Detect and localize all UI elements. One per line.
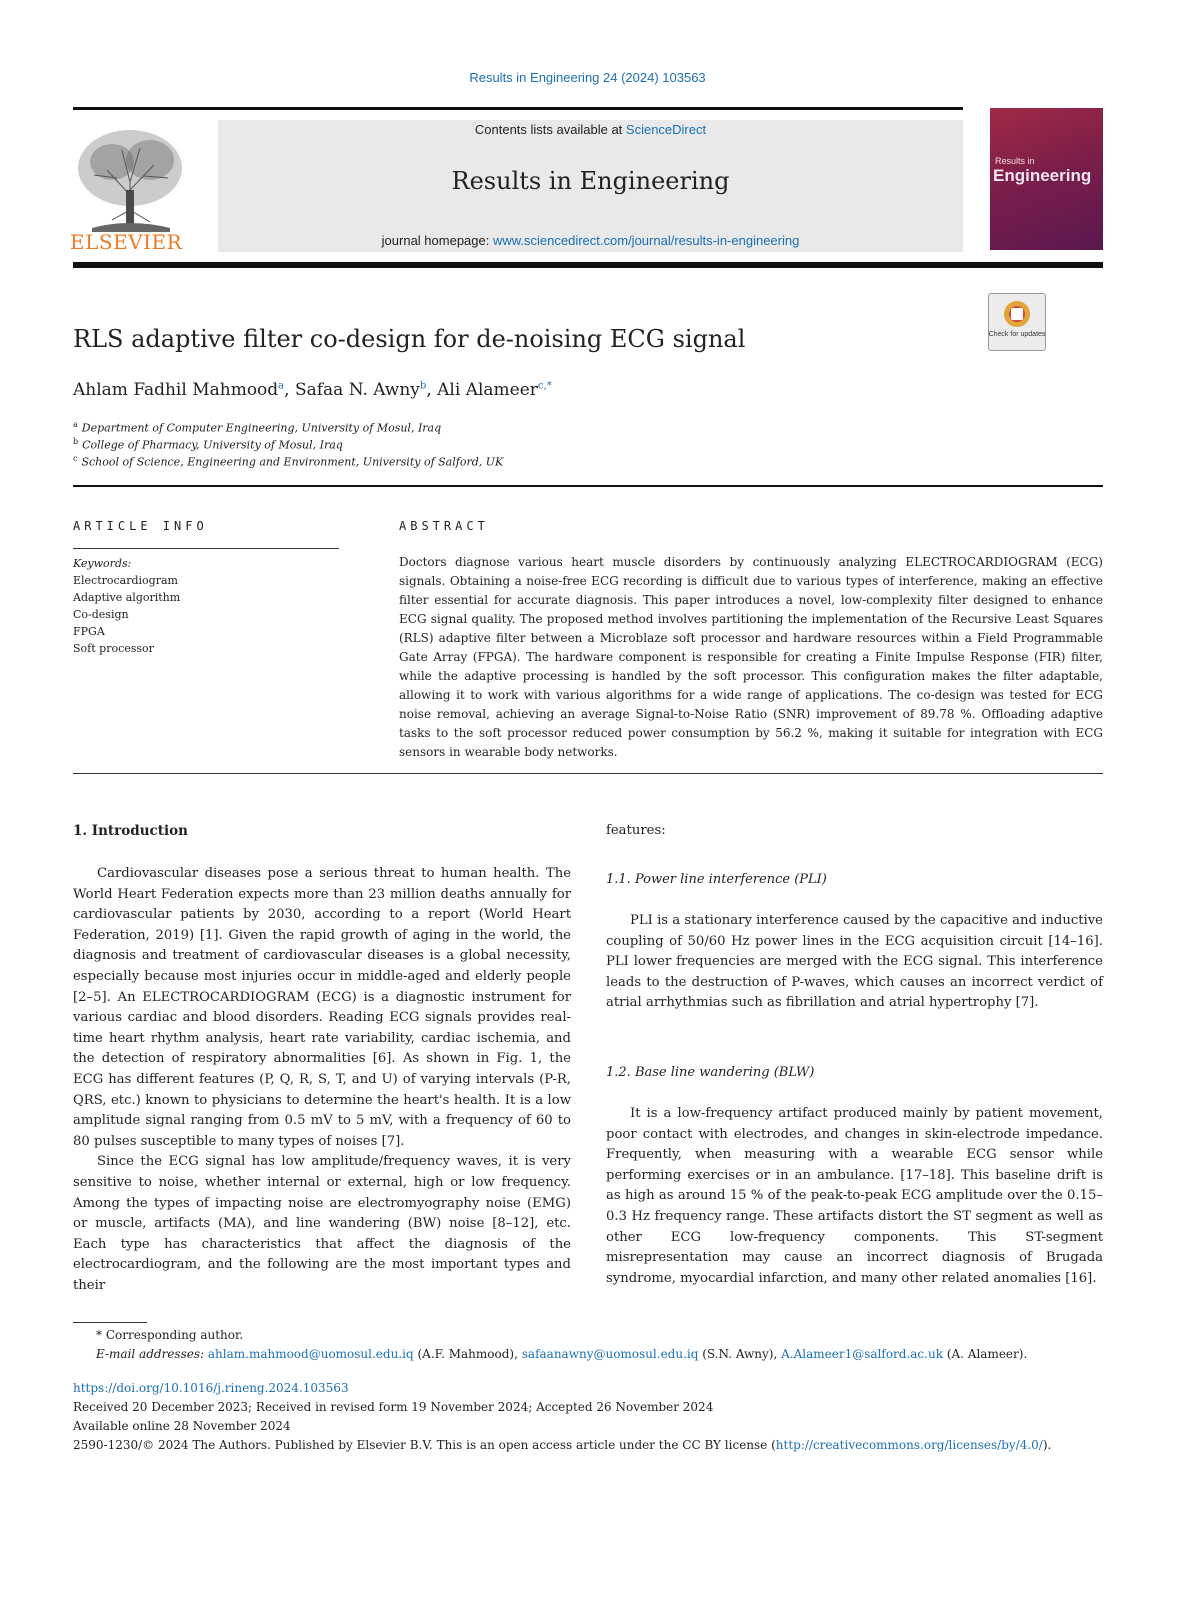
author-name[interactable]: Ahlam Fadhil Mahmood bbox=[73, 380, 279, 400]
elsevier-logo bbox=[72, 120, 192, 255]
journal-homepage: journal homepage: www.sciencedirect.com/journal/results-in-engineering bbox=[381, 233, 800, 248]
keywords-label: Keywords: bbox=[73, 557, 132, 570]
available-online: Available online 28 November 2024 bbox=[73, 1419, 291, 1433]
author-name[interactable]: Safaa N. Awny bbox=[294, 380, 420, 400]
keyword-item: Adaptive algorithm bbox=[73, 591, 181, 604]
abstract-heading: ABSTRACT bbox=[399, 519, 489, 533]
introduction-heading: 1. Introduction bbox=[73, 823, 188, 839]
journal-homepage-link[interactable]: www.sciencedirect.com/journal/results-in-engineering bbox=[492, 233, 800, 248]
publisher-wordmark: ELSEVIER bbox=[70, 230, 183, 254]
header-bottom-rule bbox=[73, 262, 1103, 268]
abstract-text: Doctors diagnose various heart muscle disorders by continuously analyzing ELECTROCARDIOGRAM (ECG) signals. Obtaining a noise-free ECG recording is difficult due to various types of interference, making an effective filter essential for accurate diagnosis. This paper introduces a novel, low-complexity filter designed to enhance ECG signal quality. The proposed method involves partitioning the implementation of the Recursive Least Squares (RLS) adaptive filter between a Microblaze soft processor and hardware resources within a Field Programmable Gate Array (FPGA). The hardware component is responsible for creating a Finite Impulse Response (FIR) filter, while the adaptive processing is handled by the soft processor. This configuration makes the filter adaptable, allowing it to work with various algorithms for a wide range of applications. The co-design was tested for ECG noise removal, achieving an average Signal-to-Noise Ratio (SNR) improvement of 89.78 %. Offloading adaptive tasks to the soft processor reduced power consumption by 56.2 %, making it suitable for integration with ECG sensors in wearable body networks. bbox=[399, 555, 1103, 759]
article-title: RLS adaptive filter co-design for de-noising ECG signal bbox=[73, 325, 746, 353]
email-link[interactable]: ahlam.mahmood@uomosul.edu.iq bbox=[207, 1347, 414, 1361]
license-link[interactable]: http://creativecommons.org/licenses/by/4.0/ bbox=[775, 1438, 1043, 1452]
intro-paragraph-2: Since the ECG signal has low amplitude/frequency waves, it is very sensitive to noise, whether internal or external, high or low frequency. Among the types of impacting noise are electromyography noise (EMG) or muscle, artifacts (MA), and line wandering (BW) noise [8–12], etc. Each type has characteristics that affect the diagnosis of the electrocardiogram, and the following are the most important types and their bbox=[73, 1154, 571, 1293]
article-metadata bbox=[73, 1379, 1113, 1455]
author-list: Ahlam Fadhil Mahmood$^a$, Safaa N. Awny$^b$, Ali Alameer$^{c,*}$ bbox=[73, 380, 552, 400]
email-link[interactable]: A.Alameer1@salford.ac.uk bbox=[781, 1347, 943, 1361]
keyword-item: FPGA bbox=[73, 625, 105, 638]
author-affiliation-mark[interactable]: a bbox=[278, 380, 285, 392]
keywords-list bbox=[73, 555, 180, 657]
journal-name: Results in Engineering bbox=[451, 167, 730, 195]
intro-paragraph-1: Cardiovascular diseases pose a serious threat to human health. The World Heart Federation expects more than 23 million deaths annually for cardiovascular patients by 2030, according to a report (World Heart Federation, 2019) [1]. Given the rapid growth of aging in the world, the diagnosis and treatment of cardiovascular diseases is a global necessity, especially because most injuries occur in middle-aged and elderly people [2–5]. An ELECTROCARDIOGRAM (ECG) is a diagnostic instrument for various cardiac and blood disorders. Reading ECG signals provides real-time heart rhythm analysis, heart rate variability, cardiac ischemia, and the detection of respiratory abnormalities [6]. As shown in Fig. 1, the ECG has different features (P, Q, R, S, T, and U) of varying intervals (P-R, QRS, etc.) known to physicians to determine the heart's health. It is a low amplitude signal ranging from 0.5 mV to 5 mV, with a frequency of 60 to 80 pulses susceptible to many types of noises [7]. bbox=[73, 866, 571, 1149]
email-addresses: E-mail addresses: ahlam.mahmood@uomosul.edu.iq (A.F. Mahmood), safaanawny@uomosul.edu.iq (S.N. Awny), A.Alameer1@salford.ac.uk (A. Alameer). bbox=[96, 1347, 1028, 1361]
sciencedirect-link[interactable]: ScienceDirect bbox=[625, 122, 707, 137]
affiliation-c: $^c$ School of Science, Engineering and Environment, University of Salford, UK bbox=[73, 454, 504, 469]
cover-title: Engineering bbox=[993, 166, 1092, 185]
keyword-item: Electrocardiogram bbox=[73, 574, 178, 587]
affiliation-b: $^b$ College of Pharmacy, University of Mosul, Iraq bbox=[73, 437, 343, 452]
check-for-updates-button[interactable] bbox=[988, 293, 1046, 351]
author-affiliation-mark[interactable]: b bbox=[419, 380, 427, 392]
email-link[interactable]: safaanawny@uomosul.edu.iq bbox=[521, 1347, 699, 1361]
corresponding-author-note: * Corresponding author. bbox=[96, 1328, 244, 1342]
right-column-continuation: features: bbox=[606, 823, 666, 838]
author-affiliation-mark[interactable]: c,* bbox=[537, 380, 552, 392]
contents-availability: Contents lists available at ScienceDirect bbox=[474, 122, 707, 137]
keyword-item: Soft processor bbox=[73, 642, 154, 655]
article-info-heading: ARTICLE INFO bbox=[73, 519, 208, 533]
footnote-rule bbox=[73, 1322, 147, 1323]
footnote bbox=[73, 1326, 1103, 1364]
left-column bbox=[73, 864, 571, 1296]
subsection-1-2-text: It is a low-frequency artifact produced mainly by patient movement, poor contact with electrodes, and changes in skin-electrode impedance. Frequently, when measuring with a wearable ECG sensor while performing exercises or in an ambulance. [17–18]. This baseline drift is as high as around 15 % of the peak-to-peak ECG amplitude over the 0.15–0.3 Hz frequency range. These artifacts distort the ST segment as well as other ECG low-frequency components. This ST-segment misrepresentation may cause an incorrect diagnosis of Brugada syndrome, myocardial infarction, and many other related anomalies [16]. bbox=[606, 1106, 1103, 1286]
author-name[interactable]: Ali Alameer bbox=[437, 380, 538, 400]
doi-link[interactable]: https://doi.org/10.1016/j.rineng.2024.103563 bbox=[73, 1381, 349, 1395]
license-line: 2590-1230/© 2024 The Authors. Published by Elsevier B.V. This is an open access article under the CC BY license (http://creativecommons.org/licenses/by/4.0/). bbox=[73, 1438, 1052, 1452]
subsection-1-1-text: PLI is a stationary interference caused by the capacitive and inductive coupling of 50/60 Hz power lines in the ECG acquisition circuit [14–16]. PLI lower frequencies are merged with the ECG signal. This interference leads to the destruction of P-waves, which causes an incorrect verdict of atrial arrhythmias such as fibrillation and atrial hypertrophy [7]. bbox=[606, 913, 1103, 1011]
article-info-rule bbox=[73, 548, 339, 549]
received-dates: Received 20 December 2023; Received in revised form 19 November 2024; Accepted 26 November 2024 bbox=[73, 1400, 714, 1414]
subsection-1-1-heading: 1.1. Power line interference (PLI) bbox=[606, 872, 827, 887]
check-for-updates-label: Check for updates bbox=[989, 331, 1045, 338]
abstract-rule bbox=[73, 773, 1103, 774]
subsection-1-2-heading: 1.2. Base line wandering (BLW) bbox=[606, 1065, 815, 1080]
keyword-item: Co-design bbox=[73, 608, 129, 621]
check-for-updates-icon bbox=[989, 294, 1045, 350]
header-top-rule bbox=[73, 107, 963, 110]
title-block-rule bbox=[73, 485, 1103, 487]
cover-subtitle: Results in bbox=[995, 156, 1035, 166]
affiliation-a: $^a$ Department of Computer Engineering, University of Mosul, Iraq bbox=[73, 420, 442, 435]
journal-reference-link[interactable]: Results in Engineering 24 (2024) 103563 bbox=[469, 70, 706, 85]
